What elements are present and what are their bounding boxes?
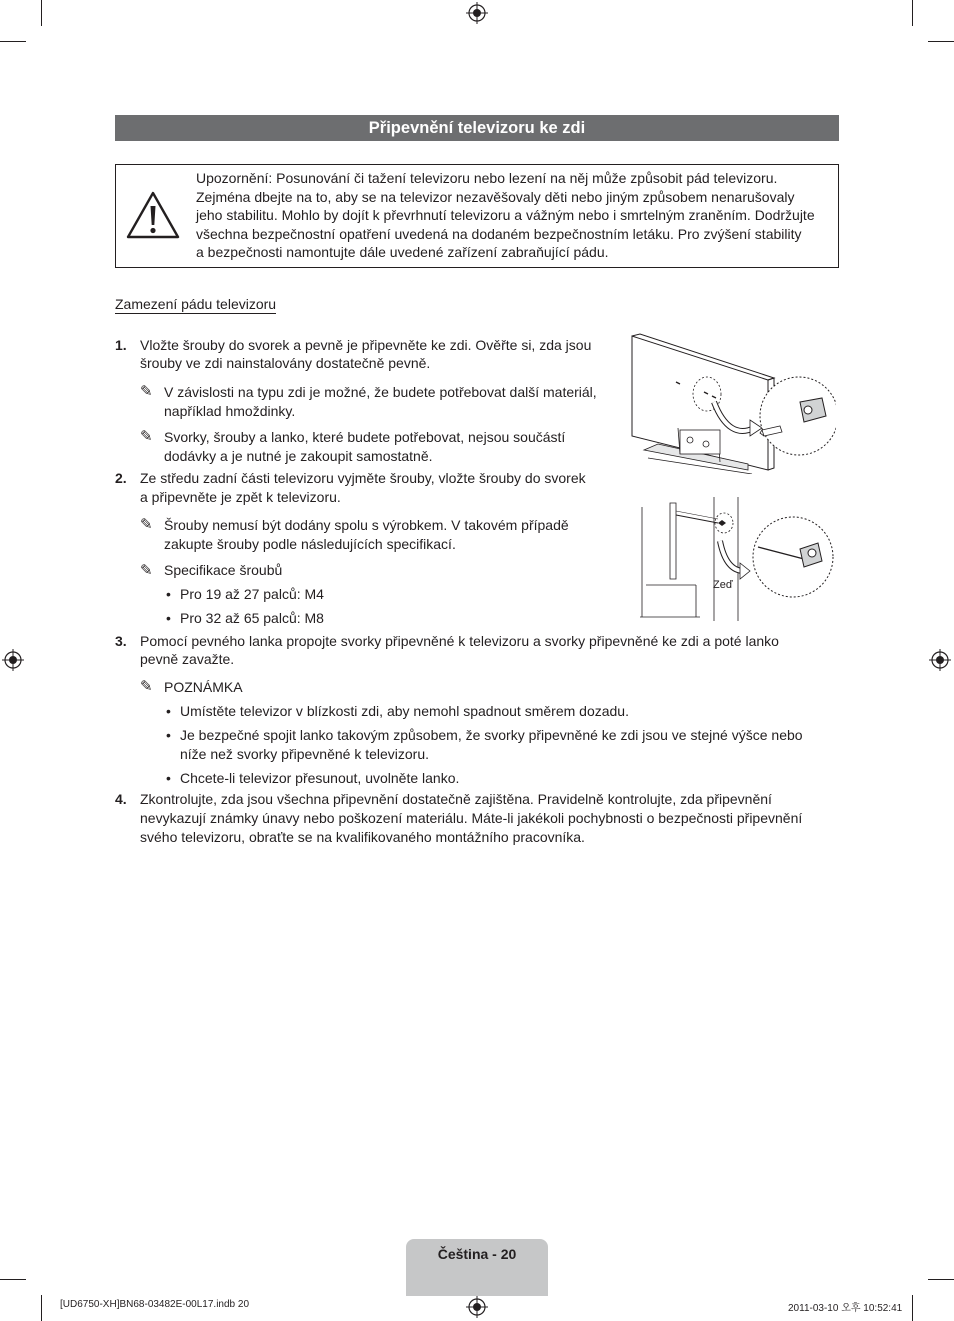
note-icon: ✎: [140, 428, 153, 445]
step-text: Pomocí pevného lanka propojte svorky připevněné k televizoru a svorky připevněné ke zdi a poté lanko: [140, 633, 779, 649]
crop-mark: [0, 41, 26, 42]
registration-mark-icon: [466, 2, 488, 24]
step-number: 2.: [115, 470, 127, 486]
crop-mark: [928, 1279, 954, 1280]
note-icon: ✎: [140, 383, 153, 400]
crop-mark: [41, 1295, 42, 1321]
registration-mark-icon: [929, 649, 951, 671]
warning-label: Upozornění: [196, 170, 269, 186]
file-slug: [UD6750-XH]BN68-03482E-00L17.indb 20: [60, 1299, 250, 1310]
page-number-tab: [406, 1239, 548, 1296]
crop-mark: [912, 1295, 913, 1321]
bullet-text: Pro 32 až 65 palců: M8: [180, 610, 324, 626]
bullet-text: Je bezpečné spojit lanko takovým způsobem, že svorky připevněné ke zdi jsou ve stejné výšce nebo: [180, 727, 803, 743]
bullet-text: Pro 19 až 27 palců: M4: [180, 586, 324, 602]
step-text: Zkontrolujte, zda jsou všechna připevnění dostatečně zajištěna. Pravidelně kontrolujte, zda připevnění: [140, 791, 772, 807]
step-text: Ze středu zadní části televizoru vyjměte šrouby, vložte šrouby do svorek: [140, 470, 586, 486]
wall-side-view-illustration: [640, 497, 836, 621]
bullet-icon: •: [166, 610, 171, 626]
note-text: Šrouby nemusí být dodány spolu s výrobkem. V takovém případě: [164, 517, 569, 533]
registration-mark-icon: [466, 1296, 488, 1318]
bullet-icon: •: [166, 770, 171, 786]
crop-mark: [0, 1279, 26, 1280]
bullet-icon: •: [166, 703, 171, 719]
page-number: Čeština - 20: [437, 1246, 517, 1262]
warning-triangle-icon: [125, 190, 181, 240]
date-slug: 2011-03-10 오후 10:52:41: [788, 1303, 903, 1314]
step-text: nevykazují známky únavy nebo poškození materiálu. Máte-li jakékoli pochybnosti o bezpečnosti připevnění: [140, 810, 803, 826]
registration-mark-icon: [2, 649, 24, 671]
crop-mark: [41, 0, 42, 26]
note-text: V závislosti na typu zdi je možné, že budete potřebovat další materiál,: [164, 384, 597, 400]
warning-text: Upozornění: Posunování či tažení televizoru nebo lezení na něj může způsobit pád televizoru. Zejména dbejte na to, aby se na televizor nezavěšovaly děti nebo jiným způsobem nenarušovaly jeho stabilitu. Mohlo by dojít k převrhnutí televizoru a vážným nebo i smrtelným zraněním. Dodržujte všechna bezpečnostní opatření uvedená na dodaném bezpečnostním letáku. Pro zvýšení stability a bezpečnosti namontujte dále uvedené zařízení zabraňující pádu.: [196, 170, 815, 261]
note-text: Svorky, šrouby a lanko, které budete potřebovat, nejsou součástí: [164, 429, 566, 445]
note-text: Specifikace šroubů: [164, 562, 283, 578]
note-icon: ✎: [140, 562, 153, 579]
wall-label: Zeď: [713, 579, 733, 591]
step-text: a připevněte je zpět k televizoru.: [140, 489, 341, 505]
note-text: například hmoždinky.: [164, 403, 296, 419]
note-text: zakupte šrouby podle následujících specifikací.: [164, 536, 456, 552]
step-number: 3.: [115, 633, 127, 649]
section-title: Připevnění televizoru ke zdi: [115, 115, 839, 141]
warning-box: [115, 164, 839, 268]
step-text: šrouby ve zdi nainstalovány dostatečně pevně.: [140, 355, 431, 371]
bullet-text: Chcete-li televizor přesunout, uvolněte lanko.: [180, 770, 460, 786]
bullet-text: níže než svorky připevněné k televizoru.: [180, 746, 430, 762]
step-number: 4.: [115, 791, 127, 807]
note-text: dodávky a je nutné je zakoupit samostatně.: [164, 448, 433, 464]
subheading: Zamezení pádu televizoru: [115, 296, 277, 312]
crop-mark: [928, 41, 954, 42]
bullet-icon: •: [166, 586, 171, 602]
step-text: Vložte šrouby do svorek a pevně je připevněte ke zdi. Ověřte si, zda jsou: [140, 337, 592, 353]
step-number: 1.: [115, 337, 127, 353]
step-text: svého televizoru, obraťte se na kvalifikovaného montážního pracovníka.: [140, 829, 585, 845]
bullet-text: Umístěte televizor v blízkosti zdi, aby nemohl spadnout směrem dozadu.: [180, 703, 629, 719]
crop-mark: [912, 0, 913, 26]
note-icon: ✎: [140, 516, 153, 533]
note-icon: ✎: [140, 678, 153, 695]
bullet-icon: •: [166, 727, 171, 743]
note-label: POZNÁMKA: [164, 679, 243, 695]
step-text: pevně zavažte.: [140, 651, 235, 667]
tv-back-bracket-illustration: [628, 332, 836, 474]
